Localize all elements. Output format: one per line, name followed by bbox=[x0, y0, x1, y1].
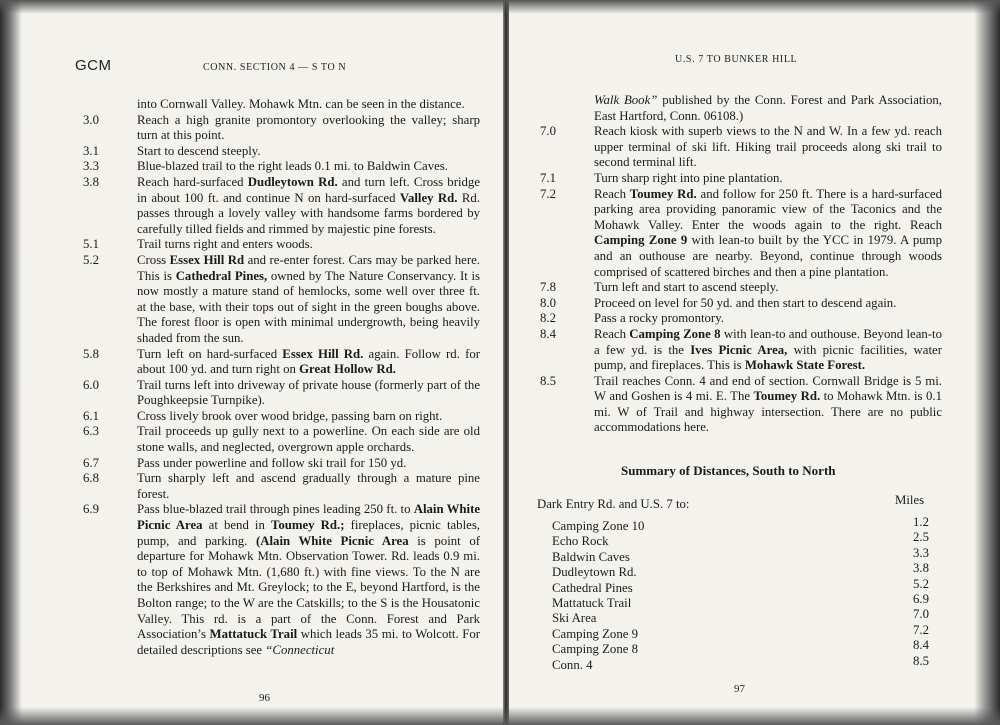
trail-entry bbox=[80, 113, 480, 144]
summary-miles: 2.5 bbox=[913, 530, 929, 545]
summary-place: Conn. 4 bbox=[552, 657, 593, 672]
trail-entry bbox=[80, 409, 480, 425]
mileage: 6.3 bbox=[83, 424, 99, 439]
entry-text: Reach hard-surfaced Dudleytown Rd. and turn left. Cross bridge in about 100 ft. and continue N on hard-surfaced Valley Rd. Rd. passes through a lovely valley with handsome farms bordered by carefully tilled fields and rimmed by majestic pine forests. bbox=[137, 174, 480, 236]
trail-entry bbox=[537, 93, 942, 124]
trail-entry bbox=[80, 253, 480, 347]
mileage: 3.1 bbox=[83, 143, 99, 158]
summary-place: Mattatuck Trail bbox=[552, 595, 632, 610]
mileage bbox=[537, 93, 594, 124]
mileage: 3.0 bbox=[83, 112, 99, 127]
summary-row bbox=[552, 561, 929, 580]
trail-entry bbox=[80, 456, 480, 472]
summary-place: Baldwin Caves bbox=[552, 549, 630, 564]
summary-row bbox=[552, 530, 929, 549]
mileage: 6.0 bbox=[83, 377, 99, 392]
left-trail-entries bbox=[80, 97, 480, 658]
trail-entry bbox=[537, 280, 942, 296]
mileage: 8.5 bbox=[540, 373, 556, 388]
entry-text: Cross Essex Hill Rd and re-enter forest. Cars may be parked here. This is Cathedral Pines, owned by The Nature Conservancy. It is now mostly a mature stand of hemlocks, some well over three ft. at the base, with their tops out of sight in the green boughs above. The forest floor is open with minimal undergrowth, being heavily shaded from the sun. bbox=[137, 252, 480, 345]
right-trail-entries bbox=[537, 93, 942, 436]
entry-text: Trail turns right and enters woods. bbox=[137, 237, 313, 252]
trail-entry bbox=[537, 296, 942, 312]
mileage: 6.1 bbox=[83, 408, 99, 423]
summary-row bbox=[552, 607, 929, 626]
summary-miles: 6.9 bbox=[913, 591, 929, 606]
mileage: 8.2 bbox=[540, 311, 556, 326]
entry-text: Reach kiosk with superb views to the N and W. In a few yd. reach upper terminal of ski lift. Hiking trail proceeds along ski trail to second terminal lift. bbox=[594, 124, 942, 170]
entry-text: Reach Camping Zone 8 with lean-to and outhouse. Beyond lean-to a few yd. is the Ives Picnic Area, with picnic facilities, water pump, and fireplaces. This is Mohawk State Forest. bbox=[594, 326, 942, 373]
summary-miles: 5.2 bbox=[913, 576, 929, 591]
entry-text: into Cornwall Valley. Mohawk Mtn. can be seen in the distance. bbox=[137, 97, 465, 111]
mileage: 7.0 bbox=[540, 124, 556, 139]
miles-column-header: Miles bbox=[895, 493, 925, 507]
summary-miles: 8.4 bbox=[913, 638, 929, 653]
mileage: 3.8 bbox=[83, 174, 99, 189]
page-edge-shadow bbox=[0, 0, 1000, 14]
entry-text: Turn left and start to ascend steeply. bbox=[594, 280, 779, 295]
mileage bbox=[80, 97, 137, 113]
left-running-head: CONN. SECTION 4 — S TO N bbox=[203, 62, 347, 73]
summary-row bbox=[552, 638, 929, 657]
mileage: 7.1 bbox=[540, 170, 556, 185]
mileage: 6.8 bbox=[83, 471, 99, 486]
entry-text: Pass blue-blazed trail through pines leading 250 ft. to Alain White Picnic Area at bend in Toumey Rd.; fireplaces, picnic tables, pump, and parking. (Alain White Picnic Area is point of departure for Mohawk Mtn. Observation Tower. Rd. leads 0.9 mi. to top of Mohawk Mtn. (1,680 ft.) with fine views. To the N are the Berkshires and Mt. Greylock; to the E, beyond Hartford, is the Bolton range; to the W are the Catskills; to the S is the Housatonic Valley. This rd. is a part of the Conn. Forest and Park Association’s Mattatuck Trail which leads 35 mi. to Wolcott. For detailed descriptions see “Connecticut bbox=[137, 502, 481, 657]
entry-text: Proceed on level for 50 yd. and then start to descend again. bbox=[594, 295, 897, 310]
trail-entry bbox=[80, 347, 480, 378]
trail-entry bbox=[80, 175, 480, 237]
trail-entry bbox=[537, 374, 942, 436]
page-edge-shadow bbox=[0, 707, 1000, 725]
trail-entry bbox=[537, 187, 942, 281]
entry-text: Trail proceeds up gully next to a powerline. On each side are old stone walls, and neglected, overgrown apple orchards. bbox=[137, 424, 480, 455]
page-number-left: 96 bbox=[259, 692, 270, 704]
summary-place: Camping Zone 10 bbox=[552, 519, 645, 533]
summary-title: Summary of Distances, South to North bbox=[621, 463, 836, 478]
trail-entry bbox=[80, 237, 480, 253]
mileage: 8.4 bbox=[540, 326, 556, 341]
entry-text: Blue-blazed trail to the right leads 0.1 mi. to Baldwin Caves. bbox=[137, 159, 448, 174]
entry-text: Cross lively brook over wood bridge, passing barn on right. bbox=[137, 408, 443, 423]
summary-place: Ski Area bbox=[552, 611, 597, 626]
trail-entry bbox=[80, 144, 480, 160]
entry-text: Pass under powerline and follow ski trail for 150 yd. bbox=[137, 455, 407, 470]
page-number-right: 97 bbox=[734, 683, 745, 695]
summary-place: Cathedral Pines bbox=[552, 580, 633, 595]
entry-text: Turn sharp right into pine plantation. bbox=[594, 170, 783, 185]
summary-miles: 1.2 bbox=[913, 515, 929, 529]
trail-entry bbox=[80, 424, 480, 455]
summary-row bbox=[552, 515, 929, 534]
summary-miles: 3.8 bbox=[913, 561, 929, 576]
mileage: 6.7 bbox=[83, 455, 99, 470]
mileage: 5.2 bbox=[83, 252, 99, 267]
book-spine bbox=[503, 0, 509, 725]
mileage: 5.1 bbox=[83, 237, 99, 252]
trail-entry bbox=[80, 378, 480, 409]
entry-text: Turn sharply left and ascend gradually through a mature pine forest. bbox=[137, 471, 480, 501]
mileage: 3.3 bbox=[83, 159, 99, 174]
summary-row bbox=[552, 576, 929, 596]
mileage: 6.9 bbox=[83, 502, 99, 517]
trail-entry bbox=[537, 311, 942, 327]
summary-row bbox=[552, 545, 929, 565]
summary-row bbox=[552, 591, 929, 611]
gcm-stamp: GCM bbox=[75, 57, 112, 74]
summary-miles: 7.2 bbox=[913, 622, 929, 637]
page-edge-shadow bbox=[974, 0, 1000, 725]
summary-place: Camping Zone 9 bbox=[552, 626, 639, 641]
trail-entry bbox=[537, 171, 942, 187]
trail-entry bbox=[80, 159, 480, 175]
right-running-head: U.S. 7 TO BUNKER HILL bbox=[675, 54, 798, 65]
mileage: 7.8 bbox=[540, 280, 556, 295]
summary-place: Camping Zone 8 bbox=[552, 642, 639, 657]
entry-text: Turn left on hard-surfaced Essex Hill Rd. again. Follow rd. for about 100 yd. and turn right on Great Hollow Rd. bbox=[137, 346, 480, 377]
entry-text: Reach Toumey Rd. and follow for 250 ft. There is a hard-surfaced parking area providing panoramic view of the Taconics and the Mohawk Valley. Enter the woods again to the right. Reach Camping Zone 9 with lean-to built by the YCC in 1979. A pump and an outhouse are nearby. Beyond, continue through woods comprised of scattered birches and then a pine plantation. bbox=[594, 186, 943, 279]
trail-entry bbox=[537, 124, 942, 171]
entry-text: Pass a rocky promontory. bbox=[594, 311, 724, 326]
trail-entry bbox=[80, 502, 480, 658]
summary-place: Dudleytown Rd. bbox=[552, 565, 637, 580]
summary-list bbox=[552, 515, 929, 673]
summary-row bbox=[552, 653, 929, 673]
trail-entry bbox=[80, 471, 480, 502]
mileage: 7.2 bbox=[540, 186, 556, 201]
entry-text: Reach a high granite promontory overlooking the valley; sharp turn at this point. bbox=[137, 112, 480, 143]
page-edge-shadow bbox=[0, 0, 22, 725]
mileage: 8.0 bbox=[540, 295, 556, 310]
entry-text: Start to descend steeply. bbox=[137, 143, 261, 158]
summary-place: Echo Rock bbox=[552, 534, 609, 549]
entry-text: Walk Book” published by the Conn. Forest and Park Association, East Hartford, Conn. 06108.) bbox=[594, 93, 943, 123]
trail-entry bbox=[537, 327, 942, 374]
entry-text: Trail turns left into driveway of private house (formerly part of the Poughkeepsie Turnpike). bbox=[137, 377, 480, 408]
summary-miles: 3.3 bbox=[913, 545, 929, 560]
summary-intro: Dark Entry Rd. and U.S. 7 to: bbox=[537, 497, 690, 511]
mileage: 5.8 bbox=[83, 346, 99, 361]
summary-miles: 7.0 bbox=[913, 607, 929, 622]
entry-text: Trail reaches Conn. 4 and end of section. Cornwall Bridge is 5 mi. W and Goshen is 4 mi. E. The Toumey Rd. to Mohawk Mtn. is 0.1 mi. W of Trail and highway intersection. There are no public accommodations here. bbox=[594, 373, 942, 435]
summary-miles: 8.5 bbox=[913, 653, 929, 668]
trail-entry bbox=[80, 97, 480, 113]
summary-row bbox=[552, 622, 929, 642]
